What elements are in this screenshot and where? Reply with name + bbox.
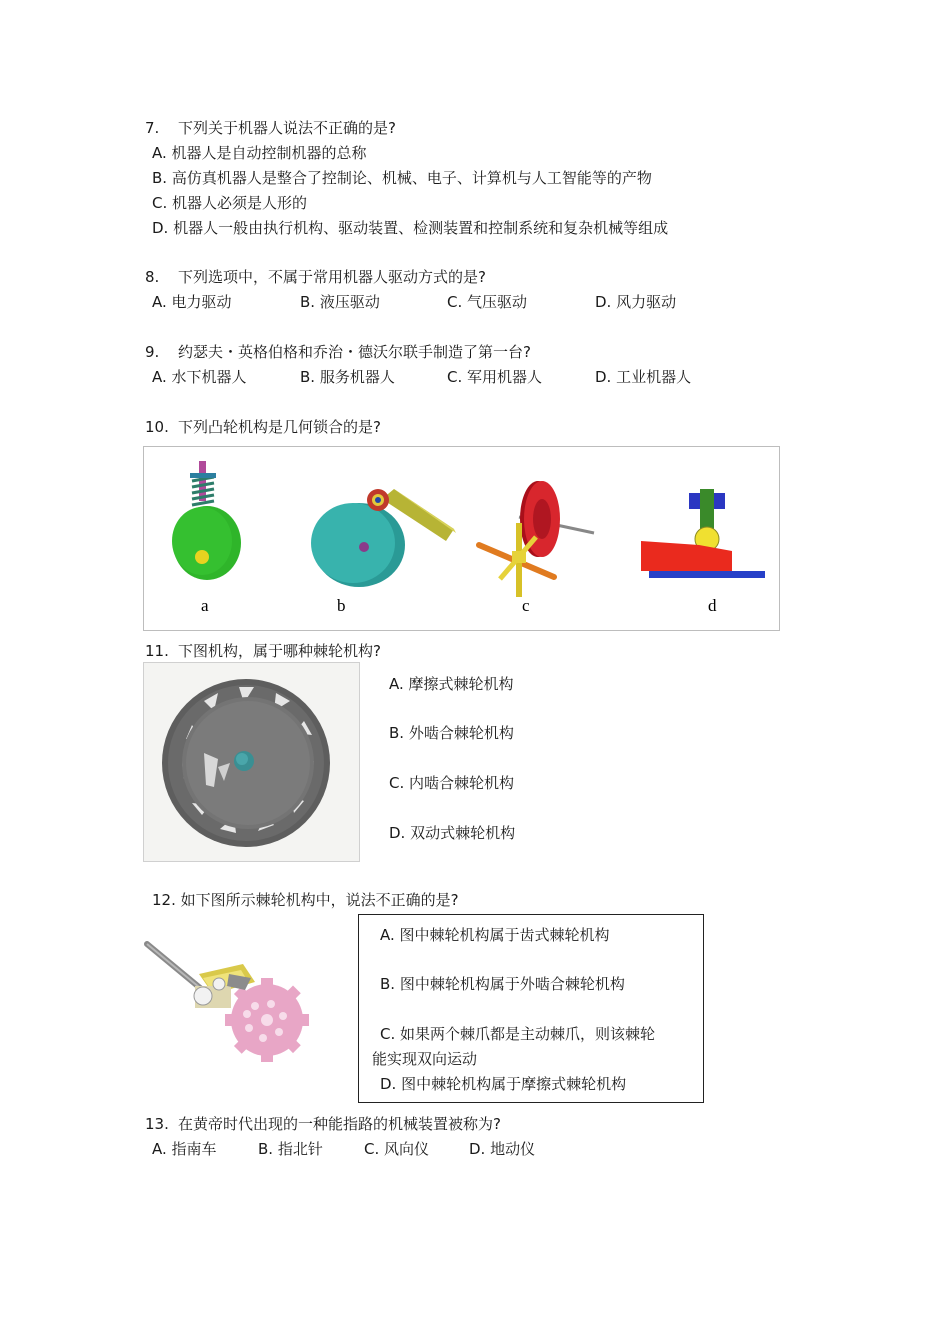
- q9-question: 约瑟夫・英格伯格和乔治・德沃尔联手制造了第一台?: [178, 343, 531, 361]
- q13-option-a: A. 指南车: [152, 1140, 217, 1158]
- q13-option-c: C. 风向仪: [364, 1140, 430, 1158]
- q10-number: 10.: [145, 418, 169, 436]
- q7-option-d: D. 机器人一般由执行机构、驱动装置、检测装置和控制系统和复杂机械等组成: [152, 219, 669, 237]
- q9-option-a: A. 水下机器人: [152, 368, 247, 386]
- q12-option-a: A. 图中棘轮机构属于齿式棘轮机构: [380, 926, 610, 944]
- q8-option-d: D. 风力驱动: [595, 293, 677, 311]
- q9-option-b: B. 服务机器人: [300, 368, 395, 386]
- q7-option-a: A. 机器人是自动控制机器的总称: [152, 144, 367, 162]
- q11-question: 下图机构，属于哪种棘轮机构?: [178, 642, 381, 660]
- q11-number: 11.: [145, 642, 169, 660]
- ratchet-external-figure: [143, 934, 323, 1069]
- q13-question: 在黄帝时代出现的一种能指路的机械装置被称为?: [178, 1115, 501, 1133]
- cam-a-illustration: [172, 461, 241, 580]
- q12-option-d: D. 图中棘轮机构属于摩擦式棘轮机构: [380, 1075, 627, 1093]
- q11-option-b: B. 外啮合棘轮机构: [389, 724, 514, 742]
- q11-option-a: A. 摩擦式棘轮机构: [389, 675, 514, 693]
- q12-question: 12. 如下图所示棘轮机构中，说法不正确的是?: [152, 891, 459, 909]
- q8-option-a: A. 电力驱动: [152, 293, 232, 311]
- q8-option-c: C. 气压驱动: [447, 293, 528, 311]
- q9-number: 9.: [145, 343, 160, 361]
- cam-d-illustration: [641, 489, 765, 578]
- q9-option-c: C. 军用机器人: [447, 368, 543, 386]
- q13-number: 13.: [145, 1115, 169, 1133]
- q10-question: 下列凸轮机构是几何锁合的是?: [178, 418, 381, 436]
- q13-option-d: D. 地动仪: [469, 1140, 536, 1158]
- cam-label-c: c: [522, 596, 530, 615]
- cam-label-a: a: [201, 596, 209, 615]
- q13-option-b: B. 指北针: [258, 1140, 323, 1158]
- q7-option-b: B. 高仿真机器人是整合了控制论、机械、电子、计算机与人工智能等的产物: [152, 169, 652, 187]
- q9-option-d: D. 工业机器人: [595, 368, 692, 386]
- cam-label-b: b: [337, 596, 346, 615]
- q8-option-b: B. 液压驱动: [300, 293, 380, 311]
- cam-c-illustration: [479, 481, 594, 597]
- q12-option-c-line2: 能实现双向运动: [372, 1050, 478, 1068]
- q7-question: 下列关于机器人说法不正确的是?: [178, 119, 396, 137]
- q8-question: 下列选项中，不属于常用机器人驱动方式的是?: [178, 268, 486, 286]
- q12-option-b: B. 图中棘轮机构属于外啮合棘轮机构: [380, 975, 625, 993]
- cam-label-d: d: [708, 596, 717, 615]
- cam-b-illustration: [311, 489, 456, 587]
- q11-option-d: D. 双动式棘轮机构: [389, 824, 516, 842]
- ratchet-internal-figure: [143, 662, 360, 862]
- q7-number: 7.: [145, 119, 160, 137]
- q11-option-c: C. 内啮合棘轮机构: [389, 774, 515, 792]
- q12-option-c-line1: C. 如果两个棘爪都是主动棘爪，则该棘轮: [380, 1025, 656, 1043]
- cam-mechanisms-figure: [143, 446, 780, 631]
- q8-number: 8.: [145, 268, 160, 286]
- q7-option-c: C. 机器人必须是人形的: [152, 194, 308, 212]
